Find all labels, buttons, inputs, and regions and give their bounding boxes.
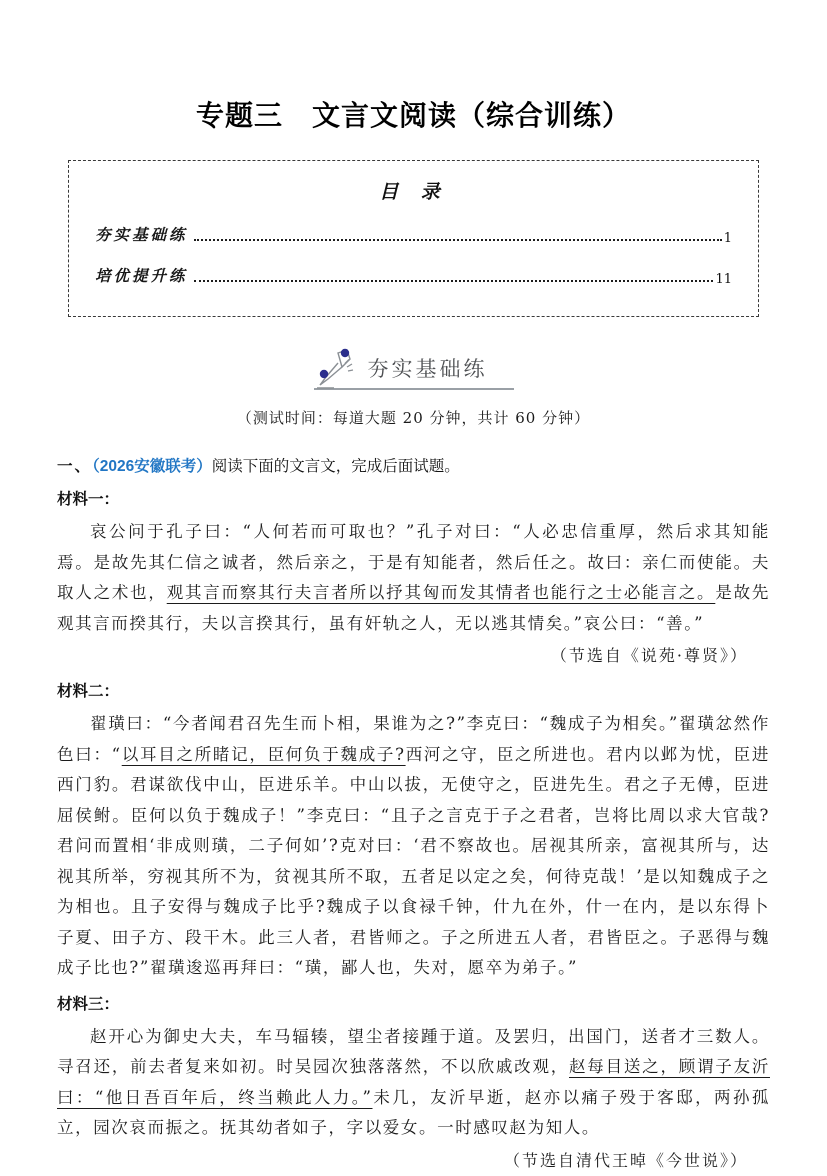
exercise-intro <box>57 455 770 479</box>
exercise-instruction: 阅读下面的文言文，完成后面试题。 <box>211 458 460 475</box>
material-2-label: 材料二： <box>57 683 120 700</box>
toc-page-number: 11 <box>715 272 732 287</box>
test-time-note: （测试时间：每道大题 20 分钟，共计 60 分钟） <box>236 409 591 427</box>
material-1-source: （节选自《说苑·尊贤》） <box>550 646 748 665</box>
toc-entry-label: 培优提升练 <box>95 266 188 285</box>
material-1-text: 是故先观其言而揆其行，夫以言揆其行，虽有奸轨之人，无以逃其情矣。”哀公曰：“善。” <box>57 583 770 633</box>
section-banner-inner <box>314 347 514 390</box>
material-2-paragraph <box>57 709 770 984</box>
toc-entry-advanced[interactable] <box>95 264 732 286</box>
material-2-text: 翟璜曰：“今者闻君召先生而卜相，果谁为之?”李克曰：“魏成子为相矣。”翟璜忿然作色曰：“ <box>57 714 770 764</box>
material-3-underlined-text: 赵每目送之，顾谓子友沂曰：“他日吾百年后，终当赖此人力。” <box>57 1057 770 1107</box>
toc-title: 目 录 <box>379 181 448 203</box>
page-title: 专题三 文言文阅读（综合训练） <box>195 100 631 131</box>
material-3-source: （节选自清代王晫《今世说》） <box>503 1150 748 1170</box>
material-2-text: 西河之守，臣之所进也。君内以邺为忧，臣进西门豹。君谋欲伐中山，臣进乐羊。中山以拔，无使守之，臣进先生。君之子无傅，臣进屈侯鲋。臣何以负于魏成子！”李克曰：“且子之言克于子之君者，岂将比周以求大官哉?君问而置相‘非成则璜，二子何如’?克对曰：‘君不察故也。居视其所亲，富视其所与，达视其所举，穷视其所不为，贫视其所不取，五者足以定之矣，何待克哉！’是以知魏成子之为相也。且子安得与魏成子比乎?魏成子以食禄千钟，什九在外，什一在内，是以东得卜子夏、田子方、段干木。此三人者，君皆师之。子之所进五人者，君皆臣之。子恶得与魏成子比也?”翟璜逡巡再拜曰：“璜，鄙人也，失对，愿卒为弟子。” <box>57 744 771 977</box>
toc-entry-label: 夯实基础练 <box>95 225 188 244</box>
section-banner-label: 夯实基础练 <box>367 358 488 381</box>
material-1-label: 材料一： <box>57 491 120 508</box>
material-3-paragraph <box>57 1022 770 1144</box>
rocket-pen-icon <box>314 347 360 391</box>
table-of-contents <box>68 160 759 317</box>
toc-page-number: 1 <box>723 231 732 246</box>
material-1-text: 哀公问于孔子曰：“人何若而可取也？”孔子对曰：“人必忠信重厚，然后求其知能焉。是故先其仁信之诚者，然后亲之，于是有知能者，然后任之。故曰：亲仁而使能。夫取人之术也， <box>57 522 770 602</box>
toc-entry-foundation[interactable] <box>95 223 732 245</box>
exercise-number: 一、 <box>57 458 93 475</box>
toc-dot-leader <box>194 238 722 241</box>
material-3-text: 未几，友沂早逝，赵亦以痛子殁于客邸，两孙孤立，园次哀而振之。抚其幼者如子，字以爱女。一时感叹赵为知人。 <box>57 1087 770 1137</box>
exam-source-tag: （2026安徽联考） <box>92 458 212 475</box>
material-2-underlined-text: 以耳目之所睹记，臣何负于魏成子? <box>121 744 406 764</box>
material-1-underlined-text: 观其言而察其行夫言者所以抒其匈而发其情者也能行之士必能言之。 <box>166 583 716 602</box>
toc-dot-leader <box>194 279 714 282</box>
material-3-label: 材料三： <box>57 995 120 1013</box>
material-1-paragraph <box>57 517 770 639</box>
section-banner <box>57 347 770 390</box>
material-3-text: 赵开心为御史大夫，车马辐辏，望尘者接踵于道。及罢归，出国门，送者才三数人。寻召还，前去者复来如初。时吴园次独落落然，不以欣戚改观， <box>57 1026 770 1076</box>
